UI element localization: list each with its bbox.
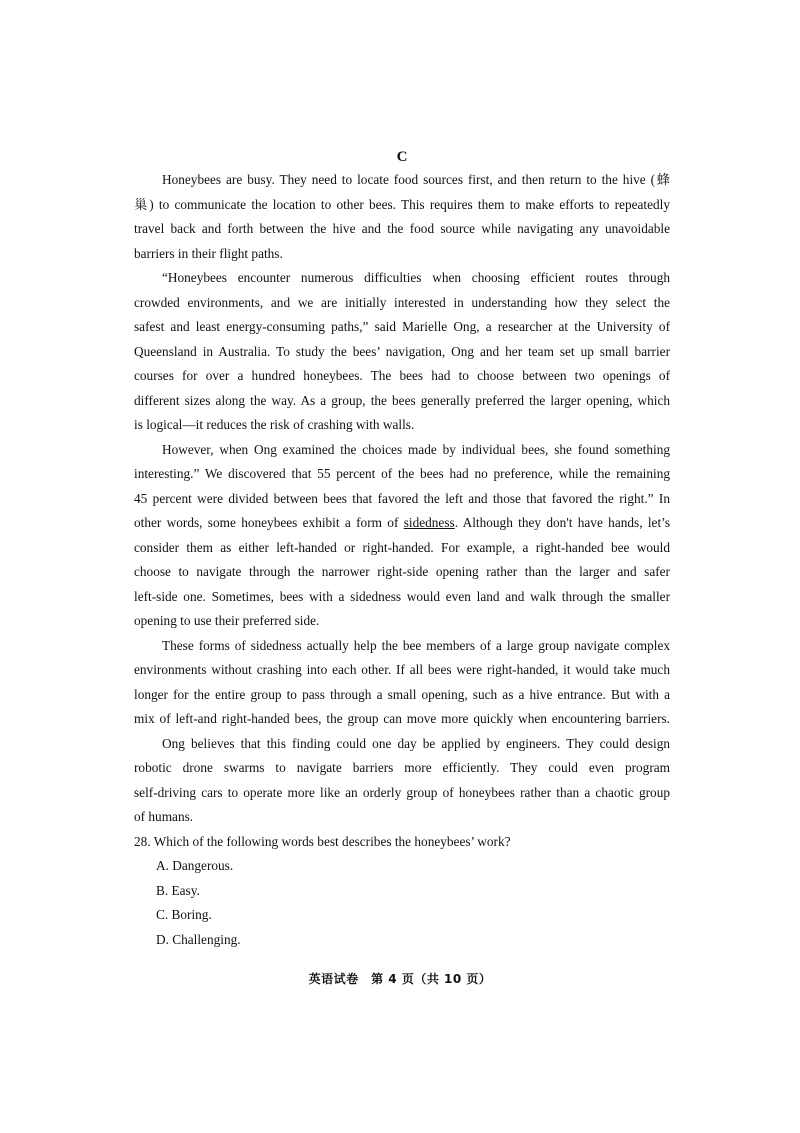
paragraph-2 [134,266,670,438]
text-line: environments without crashing into each other. If all bees were right-handed, it would take much [134,662,670,677]
text-line: choose to navigate through the narrower right-side opening rather than the larger and safer [134,564,670,579]
text-line: interesting.” We discovered that 55 percent of the bees had no preference, while the remaining [134,466,670,481]
question-stem: 28. Which of the following words best describes the honeybees’ work? [134,833,511,849]
paragraph-5 [134,732,670,830]
text-segment: . Although they don't have hands, let’s [454,515,670,530]
text-line: opening to use their preferred side. [134,613,320,628]
text-line: Honeybees are busy. They need to locate food sources first, and then return to the hive (蜂 [162,172,670,187]
text-segment: other words, some honeybees exhibit a form of [134,515,404,530]
paragraph-1 [134,168,670,266]
answer-option-c[interactable]: C. Boring. [156,907,212,922]
text-line: left-side one. Sometimes, bees with a sidedness would even land and walk through the smaller [134,588,670,604]
text-line: travel back and forth between the hive and the food source while navigating any unavoidable [134,221,670,236]
page-footer: 英语试卷 第 4 页（共 10 页） [308,972,492,986]
text-line: is logical—it reduces the risk of crashing with walls. [134,417,415,432]
text-line: mix of left-and right-handed bees, the group can move more quickly when encountering barriers. [134,711,670,726]
text-line: self-driving cars to operate more like an orderly group of honeybees rather than a chaotic group [134,784,670,800]
text-line: crowded environments, and we are initially interested in understanding how they select the [134,294,670,310]
paragraph-4 [134,634,670,732]
text-line: Ong believes that this finding could one day be applied by engineers. They could design [162,735,670,751]
exam-page [134,146,670,952]
text-line: robotic drone swarms to navigate barriers more efficiently. They could even program [134,760,670,775]
text-line: barriers in their flight paths. [134,245,283,261]
text-line: longer for the entire group to pass through a small opening, such as a hive entrance. But with a [134,686,670,702]
text-line: courses for over a hundred honeybees. The bees had to choose between two openings of [134,368,670,383]
text-line: However, when Ong examined the choices made by individual bees, she found something [162,441,670,457]
text-line: “Honeybees encounter numerous difficulties when choosing efficient routes through [162,270,670,285]
text-line: 巢) to communicate the location to other bees. This requires them to make efforts to repeatedly [134,196,670,212]
text-line-with-underline [134,511,670,536]
text-line: different sizes along the way. As a group, the bees generally preferred the larger opening, which [134,392,670,408]
text-line: 45 percent were divided between bees that favored the left and those that favored the right.” In [134,490,670,506]
underlined-word-sidedness: sidedness [403,515,455,530]
text-line: of humans. [134,809,194,824]
text-line: These forms of sidedness actually help the bee members of a large group navigate complex [162,637,670,653]
answer-option-d[interactable]: D. Challenging. [156,931,241,947]
answer-option-a[interactable]: A. Dangerous. [156,858,234,873]
answer-option-b[interactable]: B. Easy. [156,882,200,898]
paragraph-3 [134,438,670,634]
text-line: consider them as either left-handed or right-handed. For example, a right-handed bee would [134,539,670,555]
text-line: safest and least energy-consuming paths,” said Marielle Ong, a researcher at the University of [134,319,670,334]
section-heading: C [396,149,408,165]
text-line: Queensland in Australia. To study the bees’ navigation, Ong and her team set up small barrier [134,343,670,359]
